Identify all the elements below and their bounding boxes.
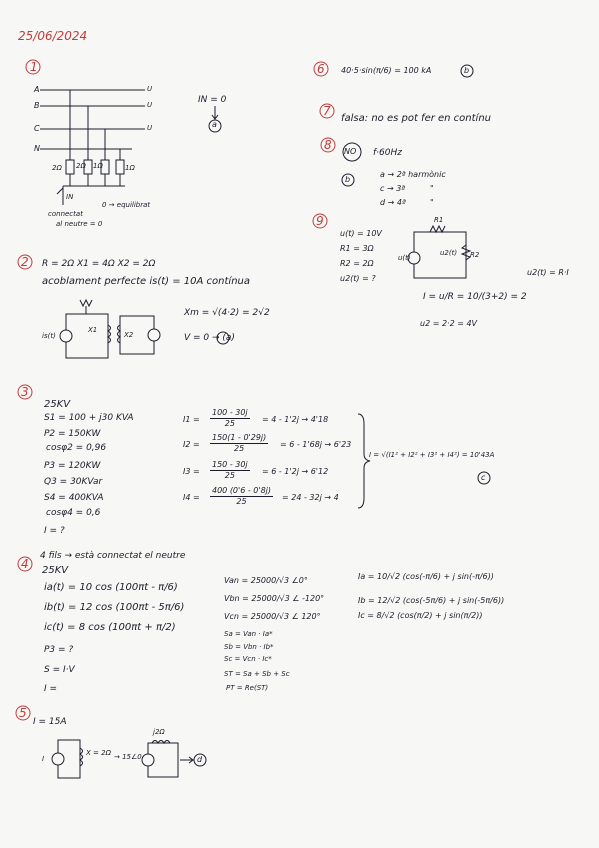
line-label-a: A — [34, 85, 40, 94]
q5-arrow-label: → 15∠0 — [114, 753, 142, 761]
q5-j2-label: j2Ω — [153, 728, 165, 736]
q9-u2-label: u2(t) — [440, 249, 458, 257]
q9-r2-label: R2 — [470, 251, 480, 259]
q9-u-label: u(t) — [398, 254, 411, 262]
q4-ib-phasor: Ib = 12/√2 (cos(-5π/6) + j sin(-5π/6)) — [358, 596, 505, 605]
q8-option-a: a → 2ª harmònic — [380, 170, 446, 179]
q3-i4-num: 400 (0'6 - 0'8j) — [212, 486, 272, 495]
line-label-c: C — [34, 124, 40, 133]
q8-option-d: d → 4ª — [380, 198, 406, 207]
q3-i4-den: 25 — [236, 497, 247, 506]
line-label-n: N — [34, 144, 40, 153]
q4-ic: ic(t) = 8 cos (100πt + π/2) — [44, 622, 176, 633]
q3-i3-prefix: I3 = — [183, 467, 200, 476]
q2-params: R = 2Ω X1 = 4Ω X2 = 2Ω — [42, 259, 156, 269]
q4-st: ST = Sa + Sb + Sc — [224, 670, 290, 678]
q4-ia-phasor: Ia = 10/√2 (cos(-π/6) + j sin(-π/6)) — [358, 572, 494, 581]
q4-p3-question: P3 = ? — [44, 645, 74, 655]
q3-i3-den: 25 — [224, 471, 235, 480]
q4-number: 4 — [21, 557, 29, 571]
q9-current-eq: I = u/R = 10/(3+2) = 2 — [423, 292, 527, 302]
q3-i1-num: 100 - 30j — [212, 408, 248, 417]
q3-i2-den: 25 — [234, 444, 245, 453]
q3-i1-den: 25 — [224, 419, 235, 428]
q9-u2-question: u2(t) = ? — [340, 274, 376, 283]
q3-q3: Q3 = 30KVar — [44, 477, 103, 487]
q4-sa: Sa = Van · Ia* — [224, 630, 273, 638]
q3-i3-num: 150 - 30j — [212, 460, 248, 469]
q2-x2-label: X2 — [124, 331, 134, 339]
q3-answer: c — [481, 473, 486, 482]
q3-i1-prefix: I1 = — [183, 415, 200, 424]
q5-source-label: I — [42, 755, 45, 763]
q7-answer-text: falsa: no es pot fer en contínu — [341, 113, 492, 124]
q3-i2-result: = 6 - 1'68j → 6'23 — [280, 440, 352, 449]
line-u-2: U — [147, 101, 153, 109]
q4-i-formula: I = — [44, 684, 58, 694]
q4-sc: Sc = Vcn · Ic* — [224, 655, 272, 663]
q1-number: 1 — [30, 60, 38, 74]
imp-label-3: 1Ω — [93, 162, 103, 170]
q8-option-b: b — [345, 175, 351, 184]
q3-i2-prefix: I2 = — [183, 440, 200, 449]
q4-pt: PT = Re(ST) — [226, 684, 269, 692]
q1-conn-note-1: connectat — [48, 210, 83, 218]
q8-frequency: f·60Hz — [373, 148, 402, 158]
q3-cos4: cosφ4 = 0,6 — [46, 508, 101, 518]
q1-eq-note: 0 → equilibrat — [102, 201, 151, 209]
q9-u: u(t) = 10V — [340, 229, 382, 238]
line-u-1: U — [147, 85, 153, 93]
q2-xm: Xm = √(4·2) = 2√2 — [184, 308, 270, 318]
q4-ib: ib(t) = 12 cos (100πt - 5π/6) — [44, 602, 185, 613]
q3-p3: P3 = 120KW — [44, 461, 101, 471]
q3-total-current: I = √(I1² + I2² + I3² + I4²) = 10'43A — [369, 451, 495, 459]
q8-number: 8 — [324, 138, 332, 152]
q5-current: I = 15A — [33, 717, 67, 727]
line-u-3: U — [147, 124, 153, 132]
q2-source-label: is(t) — [42, 332, 56, 340]
q5-number: 5 — [19, 706, 27, 720]
q9-r2: R2 = 2Ω — [340, 259, 374, 268]
q3-i3-result: = 6 - 1'2j → 6'12 — [262, 467, 329, 476]
q8-ditto-d: " — [430, 198, 434, 207]
q3-i2-num: 150(1 - 0'29j) — [212, 433, 267, 442]
q3-i-question: I = ? — [44, 526, 65, 536]
q4-ia: ia(t) = 10 cos (100πt - π/6) — [44, 582, 178, 593]
q4-note: 4 fils → està connectat el neutre — [40, 551, 186, 561]
q8-ditto-c: " — [430, 184, 434, 193]
q7-number: 7 — [323, 104, 331, 118]
q1-conn-note-2: al neutre = 0 — [56, 220, 103, 228]
q3-s4: S4 = 400KVA — [44, 493, 104, 503]
q6-expression: 40·5·sin(π/6) = 100 kA — [341, 66, 432, 75]
q1-in-label: IN — [66, 193, 74, 201]
q8-option-c: c → 3ª — [380, 184, 406, 193]
imp-label-2: 2Ω — [76, 162, 86, 170]
q3-i4-prefix: I4 = — [183, 493, 200, 502]
q3-voltage: 25KV — [44, 399, 71, 410]
q4-sb: Sb = Vbn · Ib* — [224, 643, 274, 651]
date-header: 25/06/2024 — [18, 29, 88, 43]
q4-vbn: Vbn = 25000/√3 ∠ -120° — [224, 594, 325, 603]
q8-no: NO — [344, 147, 357, 156]
q3-cos2: cosφ2 = 0,96 — [46, 443, 107, 453]
q1-answer: a — [212, 120, 217, 129]
q4-van: Van = 25000/√3 ∠0° — [224, 576, 308, 585]
q2-v0: V = 0 → (a) — [184, 333, 235, 343]
q4-s-formula: S = I·V — [44, 665, 75, 675]
q3-i4-result: = 24 - 32j → 4 — [282, 493, 339, 502]
imp-label-1: 2Ω — [52, 164, 62, 172]
q4-voltage: 25KV — [42, 565, 69, 576]
q9-rhs: u2(t) = R·I — [527, 268, 569, 277]
q3-p2: P2 = 150KW — [44, 429, 101, 439]
imp-label-4: 1Ω — [125, 164, 135, 172]
q4-ic-phasor: Ic = 8/√2 (cos(π/2) + j sin(π/2)) — [358, 611, 483, 620]
q2-description: acoblament perfecte is(t) = 10A contínua — [42, 276, 251, 287]
q1-result: IN = 0 — [198, 95, 227, 105]
q3-s1: S1 = 100 + j30 KVA — [44, 413, 134, 423]
q6-number: 6 — [317, 62, 325, 76]
q9-r1: R1 = 3Ω — [340, 244, 374, 253]
q9-number: 9 — [316, 214, 324, 228]
q3-i1-result: = 4 - 1'2j → 4'18 — [262, 415, 329, 424]
q5-answer: d — [197, 755, 203, 764]
q2-x1-label: X1 — [88, 326, 98, 334]
q2-number: 2 — [21, 255, 29, 269]
q5-x-label: X = 2Ω — [86, 749, 111, 757]
q6-answer: b — [464, 66, 470, 75]
line-label-b: B — [34, 101, 40, 110]
q9-r1-label: R1 — [434, 216, 444, 224]
q4-vcn: Vcn = 25000/√3 ∠ 120° — [224, 612, 321, 621]
q9-u2-result: u2 = 2·2 = 4V — [420, 319, 478, 328]
q3-number: 3 — [21, 385, 29, 399]
